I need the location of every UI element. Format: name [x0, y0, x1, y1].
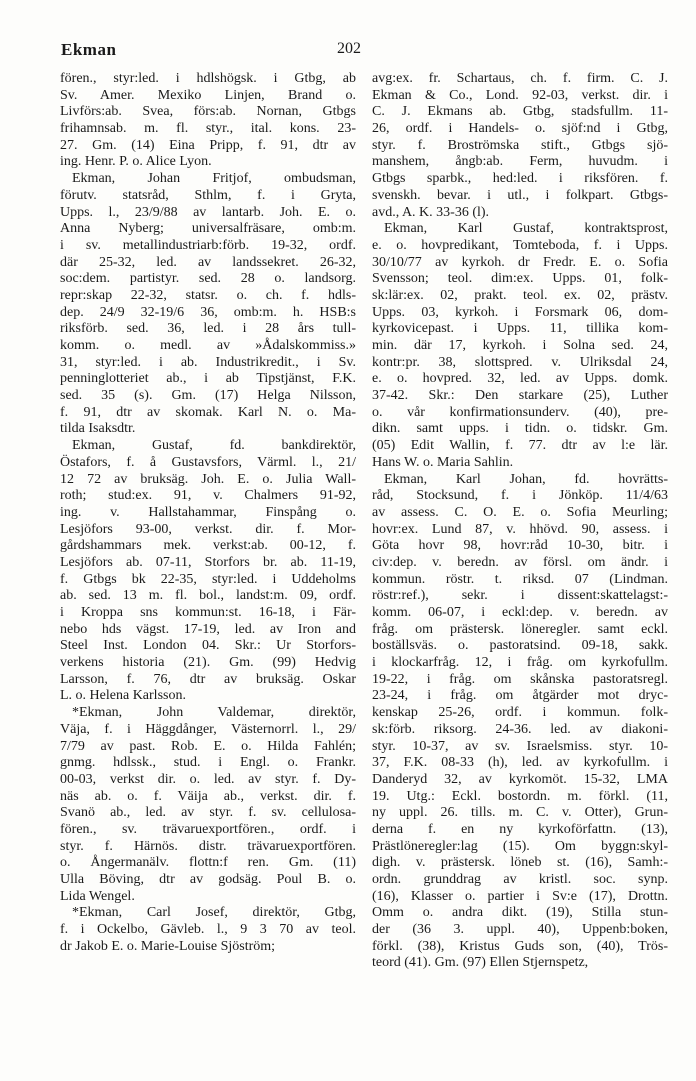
left-column-text-line: Väja, f. i Häggdånger, Västernorrl. l., 29/ — [60, 721, 356, 737]
left-column-text-line: fören., sv. trävaruexportfören., ordf. i — [60, 821, 356, 837]
left-column-text-line: Lesjöfors ab. 07-11, Storfors br. ab. 11-19, — [60, 554, 356, 570]
right-column-text-line: avd., A. K. 33-36 (l). — [372, 204, 490, 220]
right-column-text-line: svenskh. bevar. i utl., i folkpart. Gtbgs- — [372, 187, 668, 203]
right-column-text-line: råd, Stocksund, f. i Jönköp. 11/4/63 — [372, 488, 668, 504]
right-column-text-line: styr. f. Broströmska stift., Gtbgs sjö- — [372, 137, 668, 153]
right-column-text-line: sk:lär:ex. 02, prakt. teol. ex. 02, prästv. — [372, 287, 668, 303]
right-column-text-line: 30/10/77 av kyrkoh. dr Fredr. E. o. Sofia — [372, 254, 668, 270]
right-column-text-line: 26, ordf. i Handels- o. sjöf:nd i Gtbg, — [372, 121, 668, 137]
left-column-text-line: näs ab. o. f. Väija ab., verkst. dir. f. — [60, 788, 356, 804]
running-header-name: Ekman — [61, 40, 117, 59]
left-column-text-line: Lida Wengel. — [60, 888, 135, 904]
right-column-text-line: C. J. Ekmans ab. Gtbg, stadsfullm. 11- — [372, 104, 668, 120]
left-column-text-line: Ulla Böving, dtr av godsäg. Poul B. o. — [60, 872, 356, 887]
left-column-text-line: L. o. Helena Karlsson. — [60, 688, 186, 704]
left-column-text-line: soc:dem. partistyr. sed. 28 o. landsorg. — [60, 271, 356, 287]
right-column-text-line: 19-22, i fråg. om skånska pastoratsregl. — [372, 671, 668, 687]
right-column-text-line: Omm o. andra dikt. (19), Stilla stun- — [372, 905, 668, 921]
right-column-text-line: digh. v. prästersk. löneb st. (16), Samh:- — [372, 855, 668, 871]
left-column-text-line: Lesjöfors 93-00, verkst. dir. f. Mor- — [60, 521, 356, 537]
left-column-text-line: roth; stud:ex. 91, v. Chalmers 91-92, — [60, 488, 356, 504]
right-column-text-line: Hans W. o. Maria Sahlin. — [372, 454, 514, 470]
right-column-text-line: o. vår konfirmationsunderv. (40), pre- — [372, 404, 668, 420]
right-column-text-line: sk:förb. riksorg. 24-36. led. av diakoni- — [372, 721, 668, 737]
left-column-text-line: ing. v. Hallstahammar, Finspång o. — [60, 504, 356, 520]
right-column-text-line: Göta hovr 98, hovr:råd 10-30, bitr. i — [372, 538, 668, 554]
left-column-text-line: i sv. metallindustriarb:förb. 19-32, ordf. — [60, 237, 356, 253]
right-column-text-line: 23-24, i fråg. om åtgärder mot dryc- — [372, 688, 668, 704]
left-column-text-line: verkens historia (21). Gm. (99) Hedvig — [60, 655, 356, 671]
left-column-text-line: sed. 35 (s). Gm. (17) Helga Nilsson, — [60, 388, 356, 404]
right-column — [372, 71, 668, 972]
left-column-text-line: 31, styr:led. i ab. Industrikredit., i Sv. — [60, 354, 356, 370]
left-column-text-line: penninglotteriet ab., i ab Tipstjänst, F.K. — [60, 371, 356, 387]
left-column-text-line: dr Jakob E. o. Marie-Louise Sjöström; — [60, 938, 276, 954]
left-column-text-line: riksförb. sed. 36, led. i 28 års tull- — [60, 321, 356, 337]
left-column-text-line: 00-03, verkst dir. o. led. av styr. f. Dy- — [60, 771, 356, 787]
right-column-text-line: Ekman, Karl Johan, fd. hovrätts- — [384, 471, 668, 487]
right-column-text-line: derna f. en ny kyrkoförfattn. (13), — [372, 821, 668, 837]
left-column-text-line: *Ekman, John Valdemar, direktör, — [72, 705, 356, 721]
left-column-text-line: 12 72 av bruksäg. Joh. E. o. Julia Wall- — [60, 471, 356, 487]
right-column-text-line: dikn. samt upps. i tidn. o. tidskr. Gm. — [372, 421, 668, 437]
left-column-text-line: Svanö ab., led. av styr. f. sv. cellulosa- — [60, 805, 356, 821]
right-column-text-line: Gtbgs sparbk., hed:led. i riksfören. f. — [372, 171, 668, 187]
left-column-text-line: ab. sed. 13 m. fl. bol., landst:m. 09, ordf. — [60, 588, 356, 604]
left-column-text-line: Anna Nyberg; universalfräsare, omb:m. — [60, 221, 356, 237]
right-column-text-line: 19. Utg.: Eckl. bostordn. m. förkl. (11, — [372, 788, 668, 804]
right-column-text-line: Danderyd 32, av kyrkomöt. 15-32, LMA — [372, 771, 668, 787]
right-column-text-line: (16), Klasser o. partier i Sv:e (17), Drottn. — [372, 888, 668, 904]
right-column-text-line: av assess. C. O. E. o. Sofia Meurling; — [372, 504, 668, 520]
right-column-text-line: 37, F.K. 08-33 (h), led. av kyrkofullm. i — [372, 755, 668, 771]
left-column-text-line: Ekman, Johan Fritjof, ombudsman, — [72, 171, 356, 187]
right-column-text-line: Upps. 03, kyrkoh. i Forsmark 06, dom- — [372, 304, 668, 320]
left-column-text-line: gårdshammars mek. verkst:ab. 00-12, f. — [60, 538, 356, 554]
right-column-text-line: styr. 10-37, av sv. Israelsmiss. styr. 10- — [372, 738, 668, 754]
right-column-text-line: Prästlöneregler:lag (15). Om byggn:skyl- — [372, 838, 668, 854]
left-column-text-line: 27. Gm. (14) Eina Pripp, f. 91, dtr av — [60, 137, 356, 153]
left-column-text-line: i Kroppa sns kommun:st. 16-18, i Fär- — [60, 605, 356, 620]
right-column-text-line: kyrkovicepast. i Upps. 11, tillika kom- — [372, 321, 668, 337]
right-column-text-line: kommun. röstr. t. riksd. 07 (Lindman. — [372, 571, 668, 587]
right-column-text-line: ny uppl. 26. tills. m. C. v. Otter), Grun- — [372, 805, 668, 821]
right-column-text-line: Svensson; teol. dim:ex. Upps. 01, folk- — [372, 271, 668, 287]
left-column-text-line: Steel Inst. London 04. Skr.: Ur Storfors- — [60, 638, 356, 654]
left-column-text-line: tilda Isaksdtr. — [60, 421, 136, 437]
left-column-text-line: Larsson, f. 76, dtr av bruksäg. Oskar — [60, 671, 356, 687]
right-column-text-line: ordn. grunddrag av kristl. soc. synp. — [372, 872, 668, 887]
left-column-text-line: där 25-32, led. av landssekret. 26-32, — [60, 254, 356, 270]
right-column-text-line: (05) Edit Wallin, f. 77. dtr av l:e lär. — [372, 438, 668, 454]
left-column-text-line: *Ekman, Carl Josef, direktör, Gtbg, — [72, 905, 356, 921]
left-column-text-line: förutv. statsråd, Sthlm, f. i Gryta, — [60, 187, 356, 203]
right-column-text-line: kontr:pr. 38, slottspred. v. Ulriksdal 24, — [372, 354, 668, 370]
page-number: 202 — [337, 40, 361, 57]
left-column-text-line: Sv. Amer. Mexiko Linjen, Brand o. — [60, 87, 356, 103]
left-column-text-line: Upps. l., 23/9/88 av lantarb. Joh. E. o. — [60, 204, 356, 220]
left-column-text-line: dep. 24/9 32-19/6 36, omb:m. h. HSB:s — [60, 304, 356, 320]
right-column-text-line: 37-42. Skr.: Den starkare (25), Luther — [372, 388, 668, 404]
right-column-text-line: min. där 17, kyrkoh. i Solna sed. 24, — [372, 338, 668, 353]
right-column-text-line: boställsväs. o. pastoratsind. 09-18, sakk. — [372, 638, 668, 654]
left-column-text-line: 7/79 av past. Rob. E. o. Hilda Fahlén; — [60, 738, 356, 754]
left-column-text-line: o. Ångermanälv. flottn:f ren. Gm. (11) — [60, 855, 356, 871]
left-column-text-line: gnmg. hdlssk., stud. i Engl. o. Frankr. — [60, 755, 356, 771]
right-column-text-line: e. o. hovpredikant, Tomteboda, f. i Upps. — [372, 237, 668, 253]
right-column-text-line: komm. 06-07, i eckl:dep. v. beredn. av — [372, 605, 668, 620]
right-column-text-line: fråg. om prästersk. löneregler. samt eckl. — [372, 621, 668, 637]
right-column-text-line: i klockarfråg. 12, i fråg. om kyrkofullm. — [372, 655, 668, 671]
left-column-text-line: ing. Henr. P. o. Alice Lyon. — [60, 154, 212, 170]
right-column-text-line: manshem, ångb:ab. Ferm, huvudm. i — [372, 154, 668, 170]
left-column-text-line: Ekman, Gustaf, fd. bankdirektör, — [72, 438, 356, 454]
left-column-text-line: nebo hds vägst. 17-19, led. av Iron and — [60, 621, 356, 637]
right-column-text-line: hovr:ex. Lund 87, v. hhövd. 90, assess. i — [372, 521, 668, 537]
right-column-text-line: röstr:ref.), sekr. i dissent:skattelagst:- — [372, 588, 668, 604]
left-column-text-line: Östafors, f. å Gustavsfors, Värml. l., 21/ — [60, 454, 356, 470]
left-column-text-line: f. Gtbgs bk 22-35, styr:led. i Uddeholms — [60, 571, 356, 587]
right-column-text-line: kenskap 25-26, ordf. i kommun. folk- — [372, 705, 668, 721]
right-column-text-line: der (36 3. uppl. 40), Uppenb:boken, — [372, 922, 668, 938]
right-column-text-line: e. o. hovpred. 32, led. av Upps. domk. — [372, 371, 668, 387]
left-column-text-line: Livförs:ab. Svea, förs:ab. Nornan, Gtbgs — [60, 104, 356, 120]
right-column-text-line: teord (41). Gm. (97) Ellen Stjernspetz, — [372, 955, 589, 971]
left-column-text-line: komm. o. medl. av »Ådalskommiss.» — [60, 338, 356, 353]
left-column-text-line: fören., styr:led. i hdlshögsk. i Gtbg, ab — [60, 71, 356, 86]
left-column-text-line: f. i Ockelbo, Gävleb. l., 9 3 70 av teol. — [60, 922, 356, 938]
left-column-text-line: f. 91, dtr av skomak. Karl N. o. Ma- — [60, 404, 356, 420]
left-column-text-line: repr:skap 22-32, statsr. o. ch. f. hdls- — [60, 287, 356, 303]
right-column-text-line: förkl. (38), Kristus Guds son, (40), Trös- — [372, 938, 668, 954]
left-column — [60, 71, 356, 955]
left-column-text-line: frihamnsab. m. fl. styr., ital. kons. 23- — [60, 121, 356, 137]
right-column-text-line: Ekman & Co., Lond. 92-03, verkst. dir. i — [372, 87, 668, 103]
right-column-text-line: civ:dep. v. beredn. av försl. om ändr. i — [372, 554, 668, 570]
right-column-text-line: Ekman, Karl Gustaf, kontraktsprost, — [384, 221, 668, 237]
left-column-text-line: styr. f. Härnös. distr. trävaruexportfören. — [60, 838, 356, 854]
right-column-text-line: avg:ex. fr. Schartaus, ch. f. firm. C. J. — [372, 71, 668, 86]
